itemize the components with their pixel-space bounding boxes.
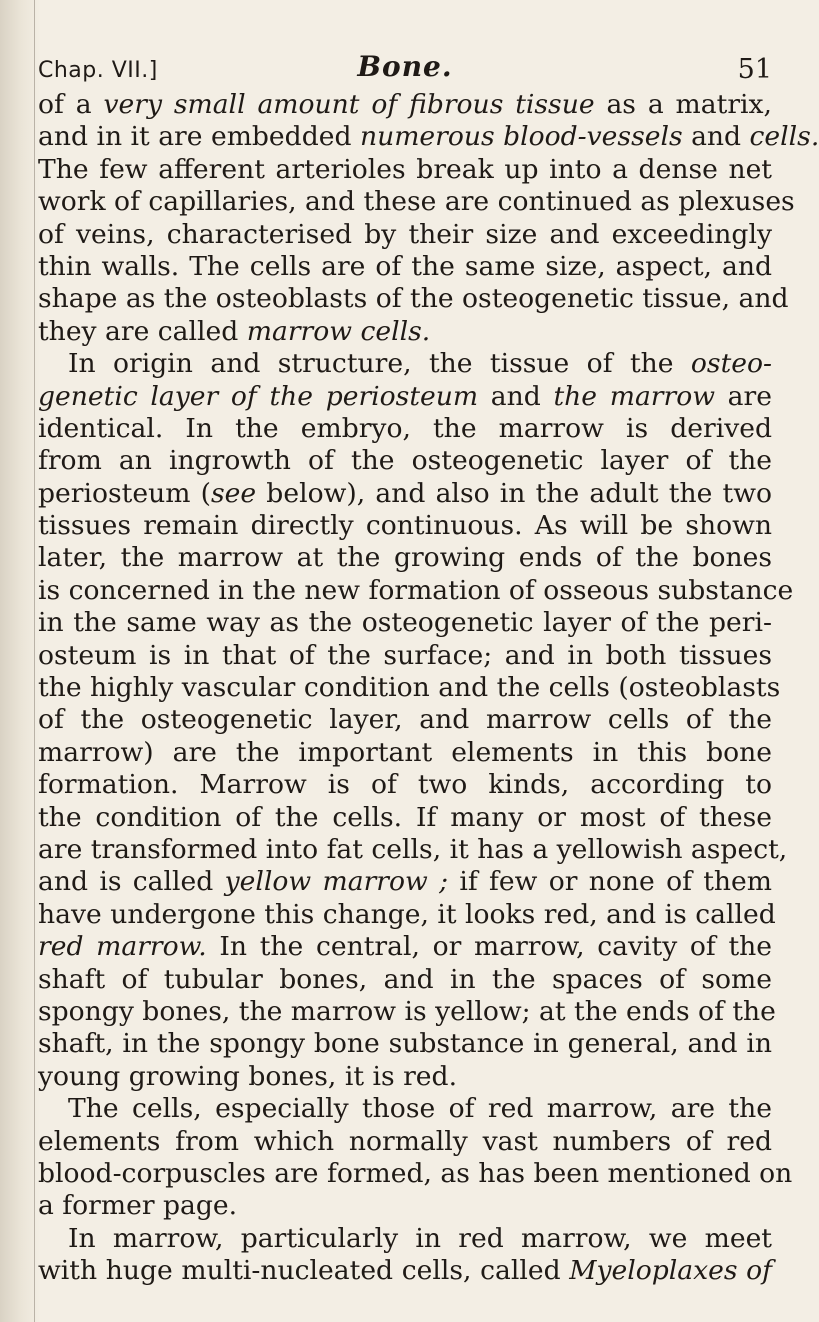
page-number: 51 <box>737 54 772 85</box>
text-run: thin walls. The cells are of the same size, aspect, and <box>38 250 772 282</box>
text-line <box>38 1223 772 1255</box>
text-run: if few or none of them <box>448 866 773 898</box>
text-run: young growing bones, it is red. <box>38 1060 458 1092</box>
text-line <box>38 1255 772 1287</box>
italic-text: the marrow <box>553 380 715 412</box>
text-run: identical. In the embryo, the marrow is derived <box>38 412 772 444</box>
running-title: Bone. <box>357 50 453 83</box>
text-run: later, the marrow at the growing ends of the bones <box>38 542 772 574</box>
text-line <box>38 964 772 996</box>
text-run: In marrow, particularly in red marrow, we meet <box>68 1222 772 1254</box>
text-run: they are called <box>38 315 247 347</box>
text-run: In the central, or marrow, cavity of the <box>206 931 772 963</box>
text-line <box>38 1190 772 1222</box>
text-line <box>38 478 772 510</box>
text-run: tissues remain directly continuous. As will be shown <box>38 510 772 542</box>
text-line <box>38 542 772 574</box>
text-run: the condition of the cells. If many or most of these <box>38 801 772 833</box>
text-run: with huge multi-nucleated cells, called <box>38 1255 570 1287</box>
text-run: periosteum ( <box>38 477 211 509</box>
text-run: formation. Marrow is of two kinds, according to <box>38 769 772 801</box>
italic-text: Myeloplaxes of <box>569 1255 772 1287</box>
text-line <box>38 833 788 866</box>
text-line <box>38 348 772 380</box>
text-line <box>38 381 772 413</box>
text-run: marrow) are the important elements in this bone <box>38 736 772 768</box>
text-run: of the osteogenetic layer, and marrow cells of the <box>38 704 772 736</box>
italic-text: genetic layer of the periosteum <box>38 380 479 412</box>
italic-text: yellow marrow ; <box>224 866 449 898</box>
text-line <box>38 640 772 672</box>
text-line <box>38 866 772 898</box>
text-run: The cells, especially those of red marrow, are the <box>68 1093 772 1125</box>
text-line <box>38 898 776 931</box>
text-run: spongy bones, the marrow is yellow; at the ends of the <box>38 995 776 1027</box>
text-run: as a matrix, <box>594 89 772 120</box>
text-line <box>38 995 776 1028</box>
italic-text: marrow cells. <box>246 315 431 347</box>
text-line <box>38 510 772 542</box>
text-run: and <box>682 121 750 153</box>
text-line <box>38 89 772 121</box>
text-line <box>38 737 772 769</box>
margin-rule <box>34 0 35 1322</box>
text-run: a former page. <box>38 1190 238 1222</box>
text-run: below), and also in the adult the two <box>256 477 772 509</box>
text-line <box>38 283 789 315</box>
text-line <box>38 607 772 639</box>
text-line <box>38 1157 793 1190</box>
text-run: and in it are embedded <box>38 121 360 153</box>
text-line <box>38 672 781 704</box>
text-run: elements from which normally vast numbers of red <box>38 1125 772 1157</box>
text-run: shaft, in the spongy bone substance in general, and in <box>38 1028 772 1060</box>
italic-text: numerous blood-vessels <box>359 121 683 153</box>
text-line <box>38 704 772 736</box>
text-run: shape as the osteoblasts of the osteogenetic tissue, and <box>38 283 789 315</box>
text-run: osteum is in that of the surface; and in both tissues <box>38 639 772 671</box>
text-run: and <box>478 380 554 412</box>
text-line <box>38 1061 772 1093</box>
italic-text: see <box>210 477 257 509</box>
text-line <box>38 769 772 801</box>
running-header <box>38 50 772 90</box>
text-run: is concerned in the new formation of osseous substance <box>38 574 794 606</box>
italic-text: very small amount of fibrous tissue <box>103 89 595 120</box>
text-run: in the same way as the osteogenetic layer of the peri- <box>38 607 772 639</box>
text-run: of veins, characterised by their size and exceedingly <box>38 218 772 250</box>
text-line <box>38 931 772 963</box>
text-run: shaft of tubular bones, and in the spaces of some <box>38 963 772 995</box>
text-line <box>38 1126 772 1158</box>
text-line <box>38 251 772 283</box>
text-run: blood-corpuscles are formed, as has been mentioned on <box>38 1157 793 1189</box>
italic-text: osteo- <box>690 348 772 380</box>
text-line <box>38 186 795 218</box>
text-run: and is called <box>38 866 225 898</box>
text-line <box>38 121 819 153</box>
text-run: from an ingrowth of the osteogenetic layer of the <box>38 445 772 477</box>
text-line <box>38 1093 772 1125</box>
text-run: The few afferent arterioles break up into a dense net <box>38 153 772 185</box>
italic-text: red marrow. <box>38 931 207 963</box>
text-run: the highly vascular condition and the cells (osteoblasts <box>38 672 781 704</box>
text-line <box>38 802 772 834</box>
text-run: In origin and structure, the tissue of the <box>68 348 691 380</box>
text-run: of a <box>38 89 104 120</box>
text-line <box>38 445 772 477</box>
italic-text: cells. <box>749 121 819 153</box>
text-line <box>38 316 772 348</box>
text-run: work of capillaries, and these are continued as plexuses <box>38 186 795 218</box>
text-line <box>38 1028 772 1060</box>
text-line <box>38 219 772 251</box>
text-run: are <box>715 380 772 412</box>
text-line <box>38 154 772 186</box>
chapter-label: Chap. VII.] <box>38 58 158 83</box>
text-line <box>38 413 772 445</box>
body-text <box>38 89 819 1287</box>
text-run: are transformed into fat cells, it has a yellowish aspect, <box>38 833 788 865</box>
text-line <box>38 574 794 607</box>
text-run: have undergone this change, it looks red, and is called <box>38 898 776 930</box>
